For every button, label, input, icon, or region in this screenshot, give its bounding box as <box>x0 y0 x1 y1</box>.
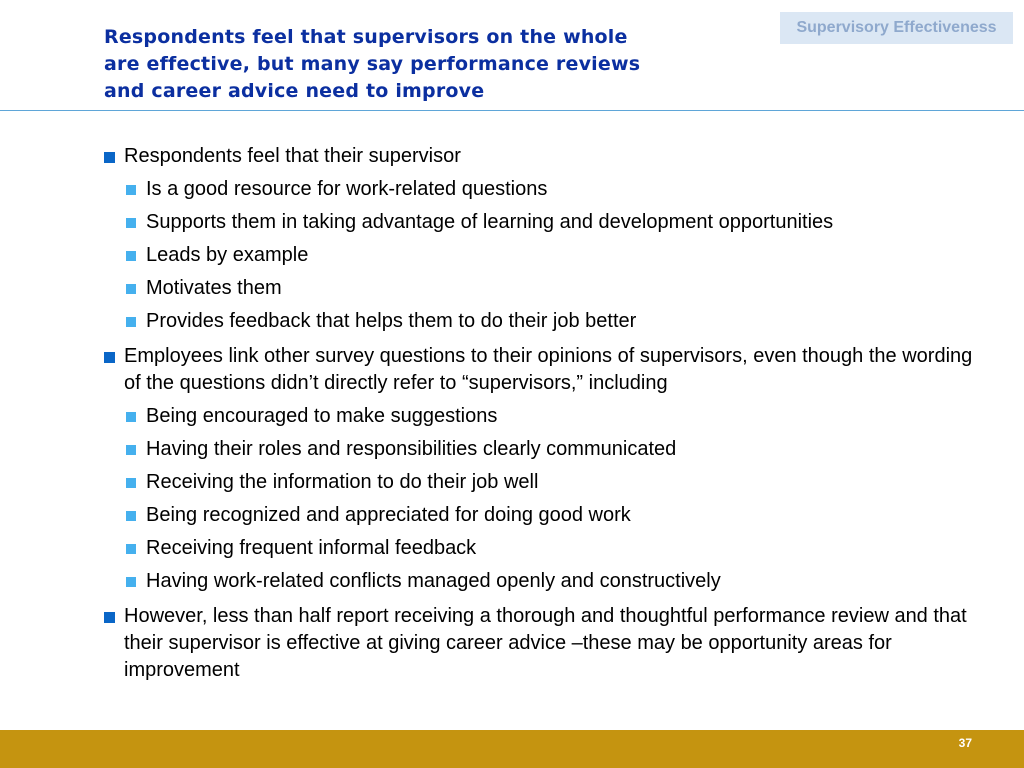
slide-title-line: and career advice need to improve <box>104 80 485 102</box>
square-bullet-icon <box>126 577 136 587</box>
sub-bullet-item <box>104 502 984 529</box>
bullet-item <box>104 143 984 170</box>
sub-bullet-text: Leads by example <box>146 244 309 266</box>
square-bullet-icon <box>104 152 115 163</box>
sub-bullet-item <box>104 568 984 595</box>
slide-title-line: are effective, but many say performance reviews <box>104 53 641 75</box>
square-bullet-icon <box>126 251 136 261</box>
bullet-text: Respondents feel that their supervisor <box>124 145 461 167</box>
bullet-item <box>104 603 984 684</box>
section-tag: Supervisory Effectiveness <box>780 12 1013 44</box>
sub-bullet-text: Being encouraged to make suggestions <box>146 405 498 427</box>
sub-bullet-text: Motivates them <box>146 277 282 299</box>
sub-bullet-item <box>104 242 984 269</box>
sub-bullet-item <box>104 403 984 430</box>
sub-bullet-text: Provides feedback that helps them to do their job better <box>146 310 637 332</box>
sub-bullet-text: Being recognized and appreciated for doing good work <box>146 504 631 526</box>
sub-bullet-item <box>104 436 984 463</box>
title-divider <box>0 110 1024 111</box>
square-bullet-icon <box>126 284 136 294</box>
square-bullet-icon <box>126 544 136 554</box>
bullet-text: Employees link other survey questions to their opinions of supervisors, even though the wording of the questions didn’t directly refer to “supervisors,” including <box>124 345 973 394</box>
square-bullet-icon <box>126 218 136 228</box>
page-number: 37 <box>958 736 972 750</box>
footer-bar <box>0 730 1024 768</box>
sub-bullet-text: Supports them in taking advantage of learning and development opportunities <box>146 211 834 233</box>
bullet-group-survey-links <box>104 343 984 595</box>
square-bullet-icon <box>104 612 115 623</box>
sub-bullet-item <box>104 469 984 496</box>
sub-bullet-item <box>104 209 984 236</box>
sub-bullet-item <box>104 308 984 335</box>
square-bullet-icon <box>126 511 136 521</box>
bullet-group-improvement <box>104 603 984 684</box>
bullet-text: However, less than half report receiving a thorough and thoughtful performance review and that their supervisor is effective at giving career advice –these may be opportunity areas for improvement <box>124 605 967 681</box>
bullet-list <box>104 143 984 692</box>
slide-title-line: Respondents feel that supervisors on the whole <box>104 26 628 48</box>
square-bullet-icon <box>104 352 115 363</box>
square-bullet-icon <box>126 478 136 488</box>
square-bullet-icon <box>126 445 136 455</box>
sub-bullet-item <box>104 275 984 302</box>
square-bullet-icon <box>126 317 136 327</box>
bullet-group-supervisor <box>104 143 984 335</box>
sub-bullet-text: Having work-related conflicts managed openly and constructively <box>146 570 721 592</box>
sub-bullet-text: Is a good resource for work-related questions <box>146 178 548 200</box>
bullet-item <box>104 343 984 397</box>
square-bullet-icon <box>126 412 136 422</box>
sub-bullet-text: Receiving frequent informal feedback <box>146 537 477 559</box>
square-bullet-icon <box>126 185 136 195</box>
sub-bullet-text: Having their roles and responsibilities clearly communicated <box>146 438 677 460</box>
sub-bullet-item <box>104 176 984 203</box>
sub-bullet-text: Receiving the information to do their job well <box>146 471 539 493</box>
slide-title <box>104 24 744 105</box>
sub-bullet-item <box>104 535 984 562</box>
